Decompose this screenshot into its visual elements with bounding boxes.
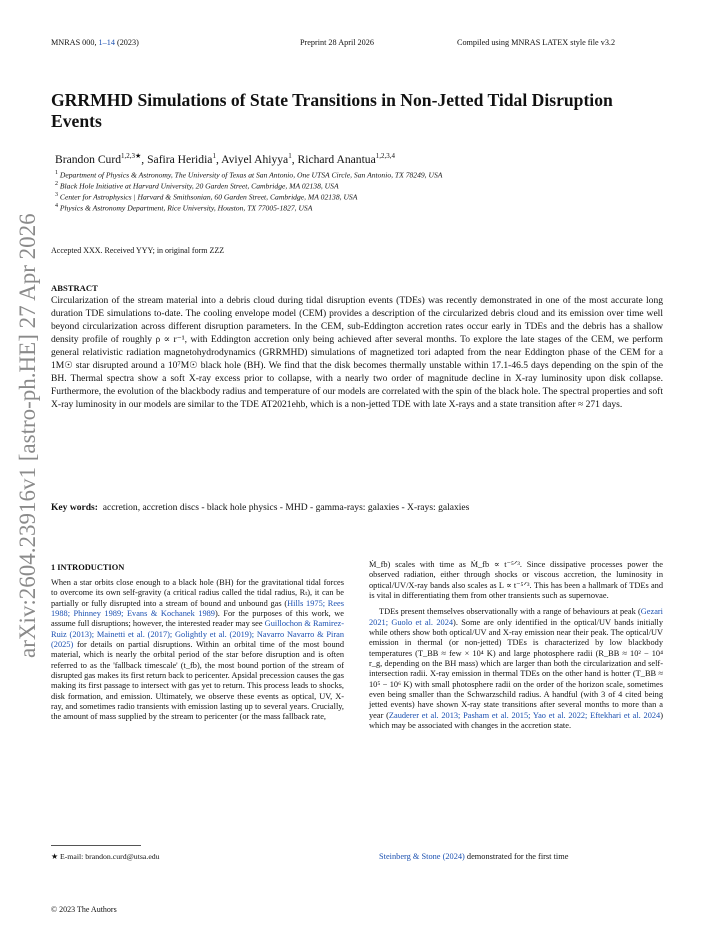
affiliation: [55, 201, 312, 214]
author-affil-marker: 1,2,3★: [121, 152, 142, 160]
affiliation-number: 3: [55, 192, 58, 198]
body-text: ) which may be associated with changes in the accretion state.: [369, 710, 663, 731]
journal-name: MNRAS 000,: [51, 38, 99, 47]
affiliation-text: Department of Physics & Astronomy, The University of Texas at San Antonio, One UTSA Circle, San Antonio, TX 78249, USA: [59, 170, 443, 180]
author-name: Aviyel Ahiyya: [221, 152, 289, 166]
author-name: Brandon Curd: [55, 152, 122, 166]
keywords-list: accretion, accretion discs - black hole physics - MHD - gamma-rays: galaxies - X-rays: galaxies: [102, 502, 470, 513]
body-text: for details on partial disruptions. Within an orbital time of the most bound material, which is nearly the orbital period of the star before disruption and is often referred to as the 'fallback timescale' (t_fb), the most bound portion of the stream of disrupted gas makes its first return back to pericenter. Apsidal precession causes the gas making its first passage to intersect with gas yet to return. This process leads to shocks, disk formation, and emission. Ultimately, we observe these events as optical, UV, X-ray, and sometimes radio transients with emission lasting up to several years. Crucially, the amount of mass supplied by the stream to pericenter (or the mass fallback rate,: [51, 640, 344, 722]
citation-link[interactable]: Steinberg & Stone (2024): [379, 852, 465, 861]
body-text: When a star orbits close enough to a black hole (BH) for the gravitational tidal forces to overcome its own self-gravity (a critical radius called the tidal radius, Rₜ), it can be partially or fully disrupted into a stream of bound and unbound gas (: [51, 578, 344, 608]
page-range-link[interactable]: 1–14: [98, 38, 115, 47]
intro-paragraph: [369, 607, 663, 731]
preprint-date: Preprint 28 April 2026: [300, 38, 374, 47]
author-affil-marker: 1,2,3,4: [375, 152, 396, 160]
affiliation-number: 1: [55, 170, 58, 176]
affiliation-number: 2: [55, 181, 58, 187]
intro-paragraph-start: [369, 852, 663, 862]
footnote-rule: [51, 845, 141, 846]
copyright-notice: © 2023 The Authors: [51, 905, 117, 914]
affiliation-text: Center for Astrophysics | Harvard & Smithsonian, 60 Garden Street, Cambridge, MA 02138, USA: [59, 192, 358, 202]
arxiv-identifier[interactable]: arXiv:2604.23916v1 [astro-ph.HE] 27 Apr 2026: [15, 213, 40, 658]
keywords-label: Key words:: [51, 502, 98, 513]
author-name: Safira Heridia: [147, 152, 213, 166]
body-text: demonstrated for the first time: [464, 852, 569, 861]
abstract-heading: ABSTRACT: [51, 283, 98, 293]
body-text: ). For the purposes of this work, we assume full disruptions; however, the interested reader may see: [51, 609, 344, 629]
keywords: [51, 502, 663, 513]
author-list: Brandon Curd$^{1,2,3★}$, Safira Heridia$^1$, Aviyel Ahiyya$^1$, Richard Anantua$^{1,2,3,4}$: [55, 152, 396, 166]
citation-link[interactable]: Gezari 2021; Guolo et al. 2024: [369, 607, 663, 627]
author-name: Richard Anantua: [297, 152, 376, 166]
journal-year: (2023): [114, 38, 139, 47]
citation-link[interactable]: Hills 1975; Rees 1988; Phinney 1989; Evans & Kochanek 1989: [51, 598, 345, 619]
affiliation-text: Physics & Astronomy Department, Rice University, Houston, TX 77005-1827, USA: [59, 203, 313, 213]
affiliation-number: 4: [55, 203, 58, 209]
intro-left-column: [51, 578, 344, 723]
abstract-text: Circularization of the stream material into a debris cloud during tidal disruption events (TDEs) was recently demonstrated in one of the most accurate long duration TDE simulations to-date. The cooling envelope model (CEM) provides a description of the circularized debris cloud and its emission over time well beyond circularization across different disruption parameters. In the CEM, sub-Eddington accretion rates occur early in TDEs and the debris has a shallow density profile of roughly ρ ∝ r⁻¹, with Eddington accretion only being achieved after several months. To explore the late stages of the CEM, we perform general relativistic radiation magnetohydrodynamics (GRRMHD) simulations of magnetized tori adapted from the near Eddington phase of the CEM for a 1M☉ star disrupted around a 10⁷M☉ black hole (BH). We find that the disk becomes thermally unstable within 17.1-46.5 days depending on the spin of the BH. Thermal spectra show a soft X-ray excess prior to collapse, with a nearly two order of magnitude decline in X-ray luminosity upon disk collapse. Furthermore, the evolution of the blackbody radius and temperature of our models are correlated with the spin of the black hole. The spectral properties and soft X-ray luminosity in our models are similar to the TDE AT2021ehb, which is a non-jetted TDE with late X-rays and a state transition after ≈ 271 days.: [51, 295, 663, 411]
intro-right-column: [369, 560, 663, 732]
paper-title: GRRMHD Simulations of State Transitions in Non-Jetted Tidal Disruption Events: [51, 90, 613, 131]
citation-link[interactable]: Zauderer et al. 2013; Pasham et al. 2015; Yao et al. 2022; Eftekhari et al. 2024: [388, 710, 661, 720]
body-text: ). Some are only identified in the optical/UV bands initially while others show both optical/UV and X-ray emission near their peak. The optical/UV emission in thermal (or non-jetted) TDEs is characterized by low blackbody temperatures (T_BB ≈ few × 10⁴ K) and large photosphere radii (R_BB ≈ 10² − 10⁴ r_g, depending on the BH mass) which are larger than both the circularization and self-intersection radii. X-ray emission in thermal TDEs on the other hand is hotter (T_BB ≈ 10⁵ − 10⁶ K) with small photosphere radii on the order of the horizon scale, sometimes even being smaller than the Schwarzschild radius. A handful (with 3 of 4 cited being jetted events) have shown X-ray state transitions after several months to more than a year (: [369, 617, 663, 720]
section-heading: 1 INTRODUCTION: [51, 563, 125, 572]
affiliation-text: Black Hole Initiative at Harvard University, 20 Garden Street, Cambridge, MA 02138, USA: [59, 181, 339, 191]
citation-link[interactable]: Guillochon & Ramirez-Ruiz (2013); Mainetti et al. (2017); Golightly et al. (2019); Navarro Navarro & Piran (2025): [51, 619, 344, 650]
body-text: TDEs present themselves observationally with a range of behaviours at peak (: [379, 607, 641, 617]
author-affil-marker: 1: [212, 152, 216, 160]
intro-paragraph: [51, 578, 344, 723]
compiled-note: Compiled using MNRAS LATEX style file v3.2: [457, 38, 616, 47]
author-affil-marker: 1: [288, 152, 292, 160]
footnote-email: ★ E-mail: brandon.curd@utsa.edu: [51, 852, 160, 861]
accepted-line: Accepted XXX. Received YYY; in original form ZZZ: [51, 246, 225, 255]
intro-paragraph: Ṁ_fb) scales with time as Ṁ_fb ∝ t⁻⁵ᐟ³. Since dissipative processes power the observed radiation, either through shocks or viscous accretion, the luminosity in optical/UV/X-ray bands also scales as L ∝ t⁻⁵ᐟ³. This has been a hallmark of TDEs and is vital in differentiating them from other transients such as supernovae.: [369, 560, 663, 601]
running-header-journal: [51, 38, 139, 47]
